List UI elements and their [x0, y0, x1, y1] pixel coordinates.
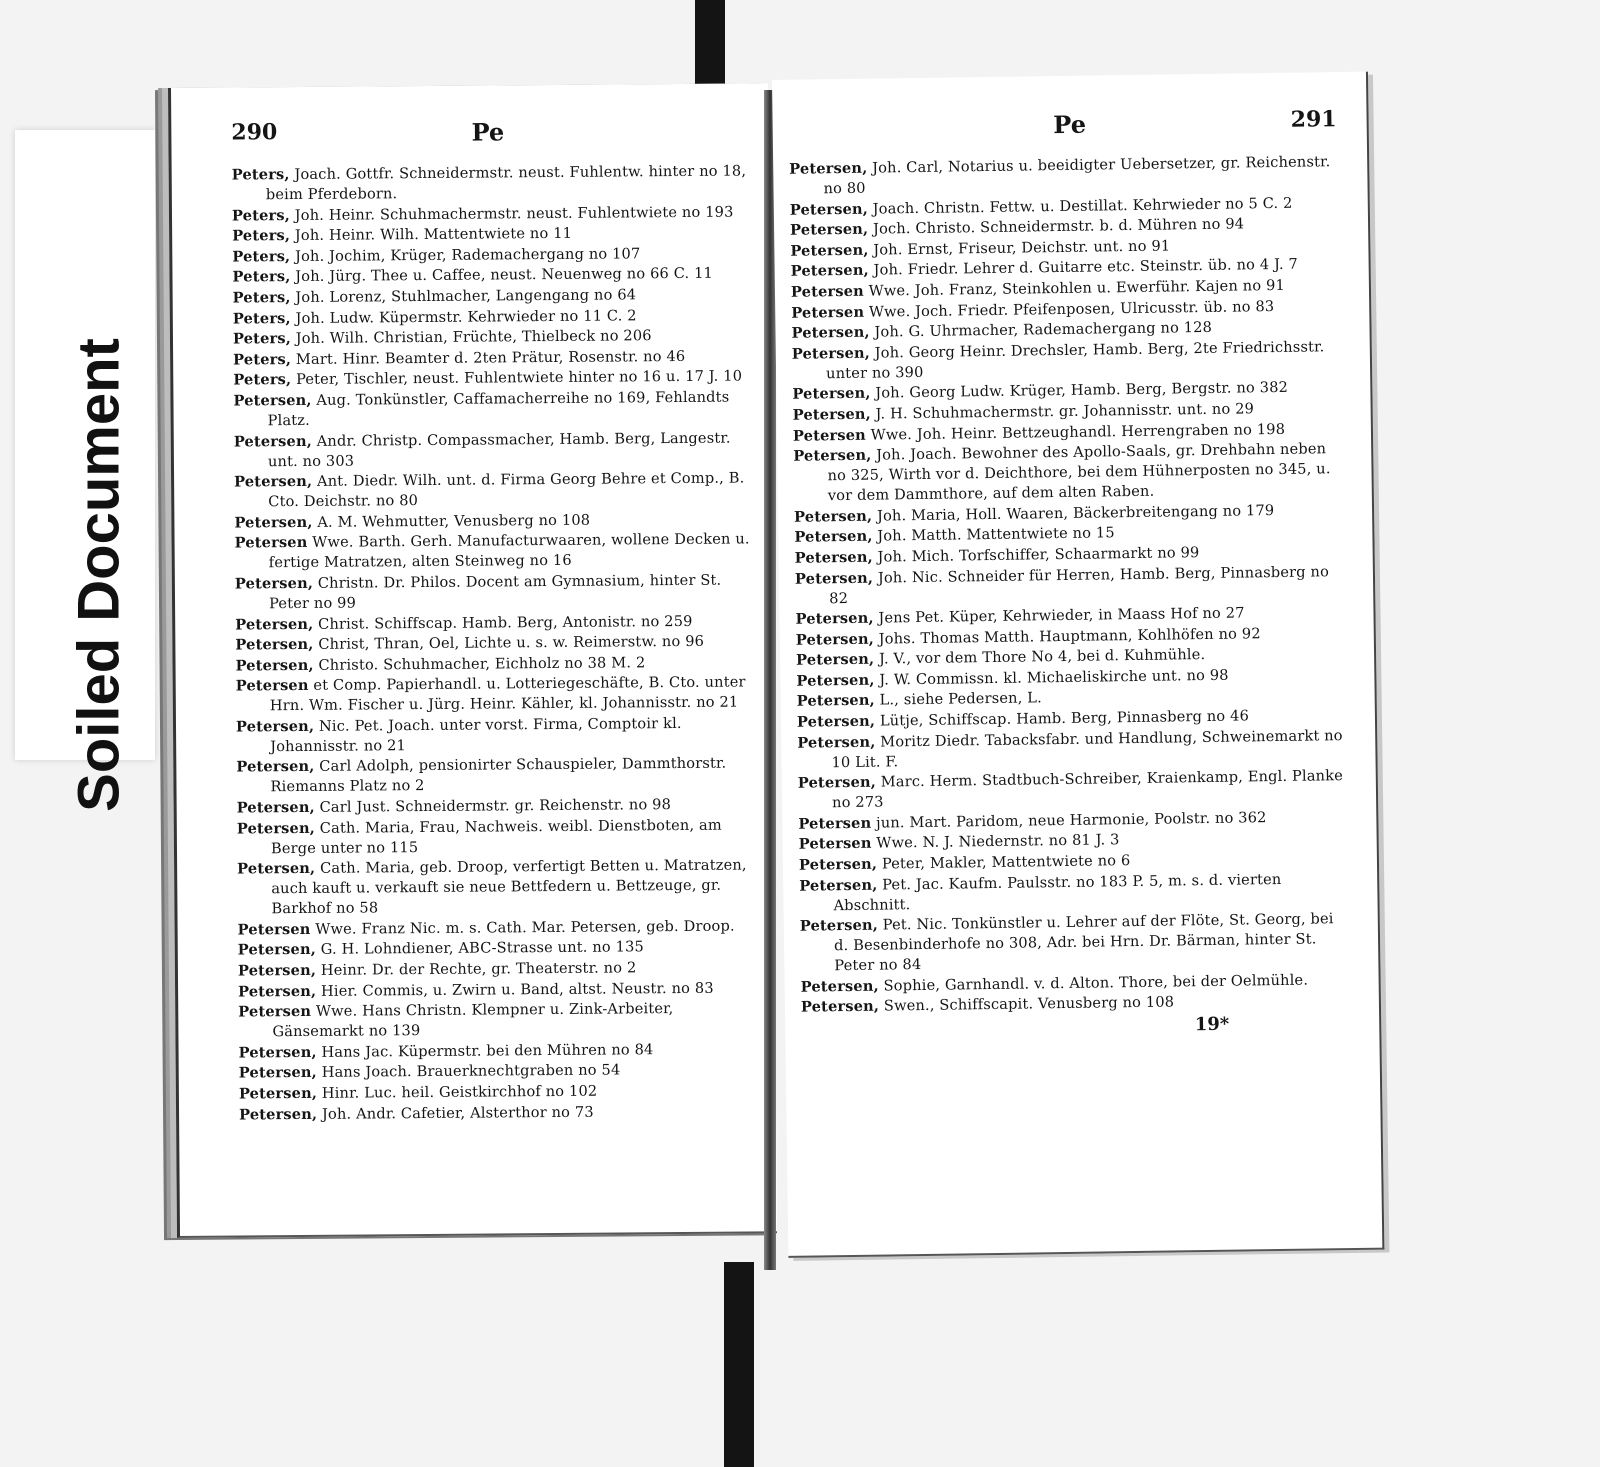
entry-details: jun. Mart. Paridom, neue Harmonie, Poolstr. no 362: [875, 809, 1267, 832]
entry-details: Joh. Ludw. Küpermstr. Kehrwieder no 11 C. 2: [295, 306, 637, 327]
left-entry-list: [232, 161, 759, 1125]
left-page-running-head: Pe: [471, 117, 505, 147]
entry-surname: Petersen,: [235, 656, 314, 675]
entry-details: Lütje, Schiffscap. Hamb. Berg, Pinnasberg no 46: [879, 707, 1250, 730]
right-page-running-head: Pe: [1053, 109, 1087, 140]
entry-details: Joh. Georg Ludw. Krüger, Hamb. Berg, Bergstr. no 382: [875, 379, 1289, 402]
entry-surname: Peters,: [232, 227, 291, 245]
directory-entry: [792, 337, 1345, 385]
entry-surname: Petersen,: [793, 446, 872, 465]
directory-entry: [237, 856, 756, 920]
directory-entry: [236, 713, 755, 757]
directory-entry: [793, 439, 1346, 507]
entry-details: Joach. Christn. Fettw. u. Destillat. Kehrwieder no 5 C. 2: [872, 194, 1293, 218]
entry-surname: Petersen,: [234, 574, 314, 593]
directory-entry: [238, 999, 757, 1043]
entry-surname: Petersen,: [793, 507, 873, 526]
entry-surname: Petersen,: [800, 998, 880, 1017]
entry-details: Joh. Georg Heinr. Drechsler, Hamb. Berg, 2te Friedrichsstr. unter no 390: [825, 338, 1325, 383]
entry-details: Joh. Nic. Schneider für Herren, Hamb. Berg, Pinnasberg no 82: [829, 562, 1330, 607]
directory-entry: [800, 909, 1353, 977]
entry-details: Joh. Friedr. Lehrer d. Guitarre etc. Steinstr. üb. no 4 J. 7: [873, 256, 1299, 279]
directory-entry: [233, 387, 752, 431]
entry-surname: Petersen: [238, 1003, 312, 1021]
entry-surname: Peters,: [232, 247, 291, 266]
entry-surname: Petersen,: [238, 1043, 317, 1062]
entry-details: Joch. Christo. Schneidermstr. b. d. Mühren no 94: [872, 215, 1245, 238]
entry-surname: Petersen,: [238, 1105, 318, 1124]
entry-surname: Petersen: [791, 303, 865, 322]
entry-surname: Petersen,: [794, 548, 873, 567]
directory-entry: [238, 978, 757, 1002]
entry-details: et Comp. Papierhandl. u. Lotteriegeschäfte, B. Cto. unter Hrn. Wm. Fischer u. Jürg. Heinr. Kähler, kl. Johannisstr. no 21: [269, 673, 746, 715]
directory-entry: [232, 202, 751, 226]
entry-details: Joh. Lorenz, Stuhlmacher, Langengang no 64: [295, 286, 637, 306]
entry-details: Hier. Commis, u. Zwirn u. Band, altst. Neustr. no 83: [320, 979, 714, 1000]
entry-details: Wwe. N. J. Niedernstr. no 81 J. 3: [876, 831, 1120, 853]
entry-details: Hans Jac. Küpermstr. bei den Mühren no 84: [321, 1041, 654, 1061]
entry-surname: Petersen,: [792, 405, 871, 424]
directory-entry: [236, 673, 755, 717]
entry-details: J. W. Commissn. kl. Michaeliskirche unt. no 98: [879, 666, 1229, 689]
entry-details: Joh. Heinr. Wilh. Mattentwiete no 11: [294, 225, 573, 245]
entry-details: Joh. Maria, Holl. Waaren, Bäckerbreitengang no 179: [876, 501, 1275, 525]
entry-details: Ant. Diedr. Wilh. unt. d. Firma Georg Behre et Comp., B. Cto. Deichstr. no 80: [268, 469, 745, 511]
entry-details: Peter, Makler, Mattentwiete no 6: [881, 852, 1131, 873]
entry-surname: Petersen,: [795, 650, 875, 670]
entry-surname: Petersen,: [234, 513, 313, 532]
entry-surname: Petersen: [792, 426, 866, 445]
entry-surname: Petersen,: [795, 630, 875, 649]
entry-surname: Petersen,: [789, 159, 868, 178]
directory-entry: [236, 754, 755, 798]
entry-surname: Petersen: [234, 534, 308, 552]
entry-details: Cath. Maria, Frau, Nachweis. weibl. Dienstboten, am Berge unter no 115: [270, 816, 722, 857]
directory-entry: [238, 916, 757, 940]
entry-details: Sophie, Garnhandl. v. d. Alton. Thore, bei der Oelmühle.: [883, 971, 1309, 995]
signature-mark: 19*: [1194, 1014, 1230, 1036]
directory-entry: [239, 1101, 758, 1125]
directory-entry: [237, 815, 756, 859]
entry-details: Johs. Thomas Matth. Hauptmann, Kohlhöfen no 92: [878, 624, 1261, 648]
binding-strap-bottom: [724, 1262, 754, 1467]
stamp-label: Soiled Document: [66, 338, 132, 812]
directory-entry: [234, 469, 753, 513]
entry-details: Joh. G. Uhrmacher, Rademachergang no 128: [874, 319, 1213, 341]
entry-surname: Petersen,: [800, 977, 879, 996]
entry-details: Joh. Joach. Bewohner des Apollo-Saals, gr. Drehbahn neben no 325, Wirth vor d. Deichthore, bei dem Hühnerposten no 345, u. vor dem Dammthore, auf dem alten Raben.: [827, 440, 1331, 505]
entry-surname: Petersen,: [238, 1084, 318, 1103]
entry-surname: Petersen,: [794, 527, 873, 547]
entry-surname: Petersen,: [798, 855, 878, 874]
entry-details: Joh. Jochim, Krüger, Rademachergang no 107: [294, 245, 641, 265]
entry-details: Christ. Schiffscap. Hamb. Berg, Antonistr. no 259: [318, 612, 693, 633]
entry-surname: Petersen,: [790, 262, 869, 281]
entry-details: Wwe. Joch. Friedr. Pfeifenposen, Ulricusstr. üb. no 83: [868, 297, 1275, 321]
entry-surname: Petersen,: [791, 344, 871, 363]
left-page: [168, 83, 777, 1238]
entry-surname: Petersen,: [236, 819, 316, 838]
entry-surname: Petersen,: [233, 432, 312, 451]
entry-surname: Petersen,: [794, 569, 874, 588]
entry-surname: Peters,: [233, 350, 292, 369]
entry-surname: Petersen,: [236, 758, 315, 776]
entry-details: Mart. Hinr. Beamter d. 2ten Prätur, Rosenstr. no 46: [295, 347, 686, 368]
entry-details: Wwe. Barth. Gerh. Manufacturwaaren, wollene Decken u. fertige Matratzen, alten Steinweg no 16: [268, 530, 750, 572]
entry-details: Aug. Tonkünstler, Caffamacherreihe no 169, Fehlandts Platz.: [267, 388, 730, 430]
entry-details: Peter, Tischler, neust. Fuhlentwiete hinter no 16 u. 17 J. 10: [295, 367, 743, 389]
entry-surname: Petersen: [235, 677, 309, 695]
entry-details: Joh. Carl, Notarius u. beeidigter Uebersetzer, gr. Reichenstr. no 80: [823, 153, 1331, 198]
entry-surname: Petersen,: [795, 609, 874, 628]
entry-details: Moritz Diedr. Tabacksfabr. und Handlung, Schweinemarkt no 10 Lit. F.: [831, 726, 1343, 771]
entry-surname: Petersen,: [799, 876, 878, 895]
entry-details: Joh. Mich. Torfschiffer, Schaarmarkt no 99: [877, 543, 1200, 566]
entry-surname: Petersen,: [235, 635, 314, 654]
entry-details: Heinr. Dr. der Rechte, gr. Theaterstr. no 2: [320, 959, 637, 979]
soiled-document-stamp: [15, 130, 155, 812]
directory-entry: [232, 161, 751, 205]
entry-details: Nic. Pet. Joach. unter vorst. Firma, Comptoir kl. Johannisstr. no 21: [270, 714, 682, 756]
entry-surname: Petersen,: [799, 916, 879, 935]
entry-surname: Petersen,: [235, 615, 314, 633]
entry-details: Christ, Thran, Oel, Lichte u. s. w. Reimerstw. no 96: [318, 632, 705, 653]
entry-surname: Petersen: [798, 835, 872, 854]
entry-surname: Petersen,: [789, 220, 869, 239]
entry-details: Joh. Ernst, Friseur, Deichstr. unt. no 91: [873, 237, 1171, 259]
entry-surname: Petersen,: [237, 941, 316, 959]
entry-details: Joh. Wilh. Christian, Früchte, Thielbeck no 206: [295, 327, 652, 348]
entry-surname: Petersen,: [237, 961, 317, 980]
right-page-number: 291: [1290, 106, 1337, 133]
directory-entry: [797, 726, 1350, 774]
directory-entry: [235, 530, 754, 574]
right-page: [772, 72, 1384, 1258]
entry-surname: Petersen,: [792, 384, 871, 404]
entry-details: Joach. Gottfr. Schneidermstr. neust. Fuhlentw. hinter no 18, beim Pferdeborn.: [265, 162, 747, 204]
entry-surname: Petersen,: [797, 773, 877, 792]
entry-details: G. H. Lohndiener, ABC-Strasse unt. no 135: [320, 938, 644, 959]
entry-surname: Peters,: [232, 309, 291, 328]
entry-details: Cath. Maria, geb. Droop, verfertigt Betten u. Matratzen, auch kauft u. verkauft sie neue Bettfedern u. Bettzeuge, gr. Barkhof no 58: [271, 856, 747, 918]
directory-entry: [235, 632, 754, 656]
left-page-header: [231, 115, 744, 159]
entry-surname: Petersen: [790, 282, 864, 301]
entry-surname: Peters,: [231, 166, 290, 184]
entry-surname: Peters,: [232, 330, 291, 348]
entry-surname: Peters,: [232, 268, 291, 286]
entry-details: L., siehe Pedersen, L.: [879, 689, 1042, 710]
right-page-header: [802, 106, 1337, 153]
entry-details: Joh. Andr. Cafetier, Alsterthor no 73: [321, 1103, 594, 1123]
entry-details: Wwe. Franz Nic. m. s. Cath. Mar. Petersen, geb. Droop.: [315, 917, 735, 938]
entry-surname: Petersen,: [233, 391, 312, 410]
entry-details: Joh. Heinr. Schuhmachermstr. neust. Fuhlentwiete no 193: [294, 203, 734, 224]
right-entry-list: [789, 152, 1353, 1018]
entry-details: Pet. Jac. Kaufm. Paulsstr. no 183 P. 5, m. s. d. vierten Abschnitt.: [833, 870, 1282, 914]
entry-details: Wwe. Joh. Franz, Steinkohlen u. Ewerführ. Kajen no 91: [868, 276, 1286, 300]
directory-entry: [799, 869, 1352, 917]
entry-details: Carl Just. Schneidermstr. gr. Reichenstr. no 98: [319, 796, 672, 816]
entry-surname: Peters,: [232, 289, 291, 307]
entry-details: Andr. Christp. Compassmacher, Hamb. Berg, Langestr. unt. no 303: [267, 429, 731, 470]
entry-surname: Petersen,: [796, 712, 876, 731]
entry-details: Marc. Herm. Stadtbuch-Schreiber, Kraienkamp, Engl. Planke no 273: [831, 767, 1344, 812]
entry-details: J. V., vor dem Thore No 4, bei d. Kuhmühle.: [878, 646, 1206, 668]
left-page-number: 290: [231, 119, 278, 146]
entry-details: Jens Pet. Küper, Kehrwieder, in Maass Hof no 27: [878, 604, 1245, 627]
directory-entry: [798, 766, 1351, 814]
entry-details: Swen., Schiffscapit. Venusberg no 108: [883, 993, 1175, 1015]
entry-surname: Petersen,: [236, 798, 315, 817]
entry-details: Wwe. Joh. Heinr. Bettzeughandl. Herrengraben no 198: [870, 420, 1286, 444]
entry-surname: Petersen,: [789, 200, 869, 219]
entry-details: Hans Joach. Brauerknechtgraben no 54: [321, 1061, 621, 1082]
directory-entry: [235, 570, 754, 614]
entry-details: Pet. Nic. Tonkünstler u. Lehrer auf der Flöte, St. Georg, bei d. Besenbinderhofe no 308, Adr. bei Hrn. Dr. Bärman, hinter St. Peter no 84: [833, 910, 1334, 975]
entry-details: Christn. Dr. Philos. Docent am Gymnasium, hinter St. Peter no 99: [268, 571, 722, 613]
entry-surname: Petersen,: [790, 241, 869, 260]
directory-entry: [789, 152, 1342, 200]
entry-surname: Petersen,: [796, 671, 875, 690]
entry-surname: Petersen,: [238, 1064, 317, 1082]
entry-surname: Peters,: [233, 371, 292, 389]
entry-details: J. H. Schuhmachermstr. gr. Johannisstr. unt. no 29: [875, 400, 1255, 423]
entry-surname: Petersen,: [234, 473, 313, 491]
entry-details: Joh. Matth. Mattentwiete no 15: [877, 524, 1115, 545]
entry-surname: Petersen,: [796, 692, 875, 711]
entry-surname: Petersen,: [797, 733, 876, 752]
entry-details: Carl Adolph, pensionirter Schauspieler, Dammthorstr. Riemanns Platz no 2: [270, 755, 727, 796]
entry-surname: Petersen,: [238, 982, 317, 1001]
entry-details: A. M. Wehmutter, Venusberg no 108: [317, 511, 591, 531]
entry-surname: Petersen: [798, 814, 872, 833]
entry-details: Joh. Jürg. Thee u. Caffee, neust. Neuenweg no 66 C. 11: [295, 265, 714, 286]
entry-details: Wwe. Hans Christn. Klempner u. Zink-Arbeiter, Gänsemarkt no 139: [272, 1000, 674, 1041]
entry-surname: Petersen: [237, 920, 311, 939]
entry-surname: Petersen,: [791, 323, 870, 342]
entry-details: Christo. Schuhmacher, Eichholz no 38 M. 2: [318, 653, 646, 674]
entry-surname: Peters,: [231, 206, 291, 225]
directory-entry: [795, 562, 1348, 610]
entry-surname: Petersen,: [235, 717, 315, 736]
entry-details: Hinr. Luc. heil. Geistkirchhof no 102: [321, 1082, 598, 1102]
entry-surname: Petersen,: [237, 860, 316, 878]
directory-entry: [234, 428, 753, 472]
